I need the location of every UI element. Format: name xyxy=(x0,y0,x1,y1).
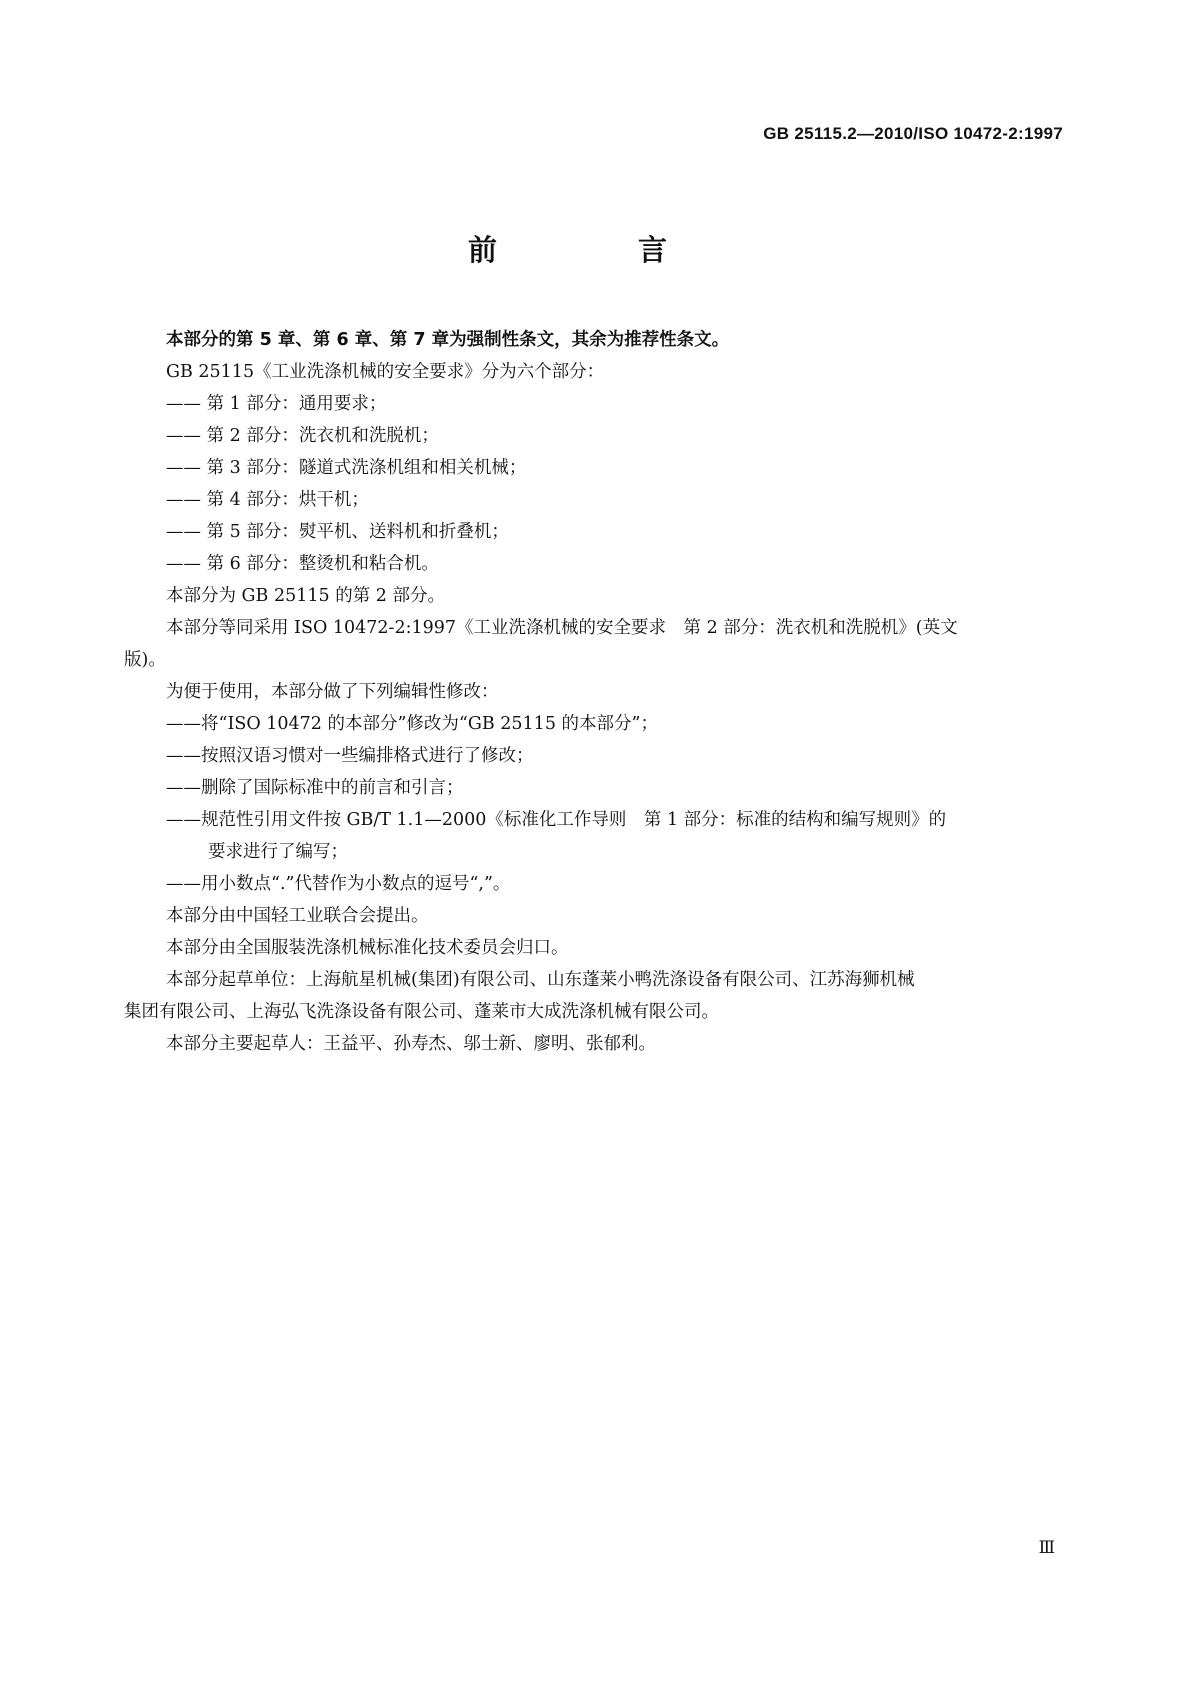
paragraph: 本部分起草单位：上海航星机械(集团)有限公司、山东蓬莱小鸭洗涤设备有限公司、江苏海狮机械 xyxy=(166,970,915,990)
list-item: —— 第 5 部分：熨平机、送料机和折叠机； xyxy=(166,522,509,542)
paragraph: 本部分由中国轻工业联合会提出。 xyxy=(166,906,429,926)
list-item: ——按照汉语习惯对一些编排格式进行了修改； xyxy=(166,746,534,766)
list-item: —— 第 1 部分：通用要求； xyxy=(166,394,387,414)
paragraph: 为便于使用，本部分做了下列编辑性修改： xyxy=(166,682,499,702)
paragraph-continuation: 集团有限公司、上海弘飞洗涤设备有限公司、蓬莱市大成洗涤机械有限公司。 xyxy=(124,1002,719,1022)
list-item-continuation: 要求进行了编写； xyxy=(208,842,348,862)
list-item: —— 第 2 部分：洗衣机和洗脱机； xyxy=(166,426,439,446)
paragraph: GB 25115《工业洗涤机械的安全要求》分为六个部分： xyxy=(166,362,605,382)
list-item: ——删除了国际标准中的前言和引言； xyxy=(166,778,464,798)
paragraph-continuation: 版)。 xyxy=(124,650,166,670)
list-item: ——规范性引用文件按 GB/T 1.1—2000《标准化工作导则 第 1 部分：标准的结构和编写规则》的 xyxy=(166,810,947,830)
list-item: —— 第 3 部分：隧道式洗涤机组和相关机械； xyxy=(166,458,527,478)
page-number: Ⅲ xyxy=(1038,1538,1055,1558)
paragraph: 本部分由全国服装洗涤机械标准化技术委员会归口。 xyxy=(166,938,569,958)
paragraph: 本部分主要起草人：王益平、孙寿杰、邬士新、廖明、张郁利。 xyxy=(166,1034,656,1054)
preface-body xyxy=(124,324,1064,1060)
paragraph: 本部分等同采用 ISO 10472-2:1997《工业洗涤机械的安全要求 第 2 部分：洗衣机和洗脱机》(英文 xyxy=(166,618,958,638)
list-item: ——用小数点“.”代替作为小数点的逗号“,”。 xyxy=(166,874,511,894)
standard-code-header: GB 25115.2—2010/ISO 10472-2:1997 xyxy=(763,124,1063,143)
page-title: 前 言 xyxy=(467,233,723,267)
paragraph: 本部分为 GB 25115 的第 2 部分。 xyxy=(166,586,445,606)
mandatory-clause-note: 本部分的第 5 章、第 6 章、第 7 章为强制性条文，其余为推荐性条文。 xyxy=(166,330,730,350)
list-item: —— 第 4 部分：烘干机； xyxy=(166,490,369,510)
list-item: ——将“ISO 10472 的本部分”修改为“GB 25115 的本部分”； xyxy=(166,714,658,734)
list-item: —— 第 6 部分：整烫机和粘合机。 xyxy=(166,554,439,574)
